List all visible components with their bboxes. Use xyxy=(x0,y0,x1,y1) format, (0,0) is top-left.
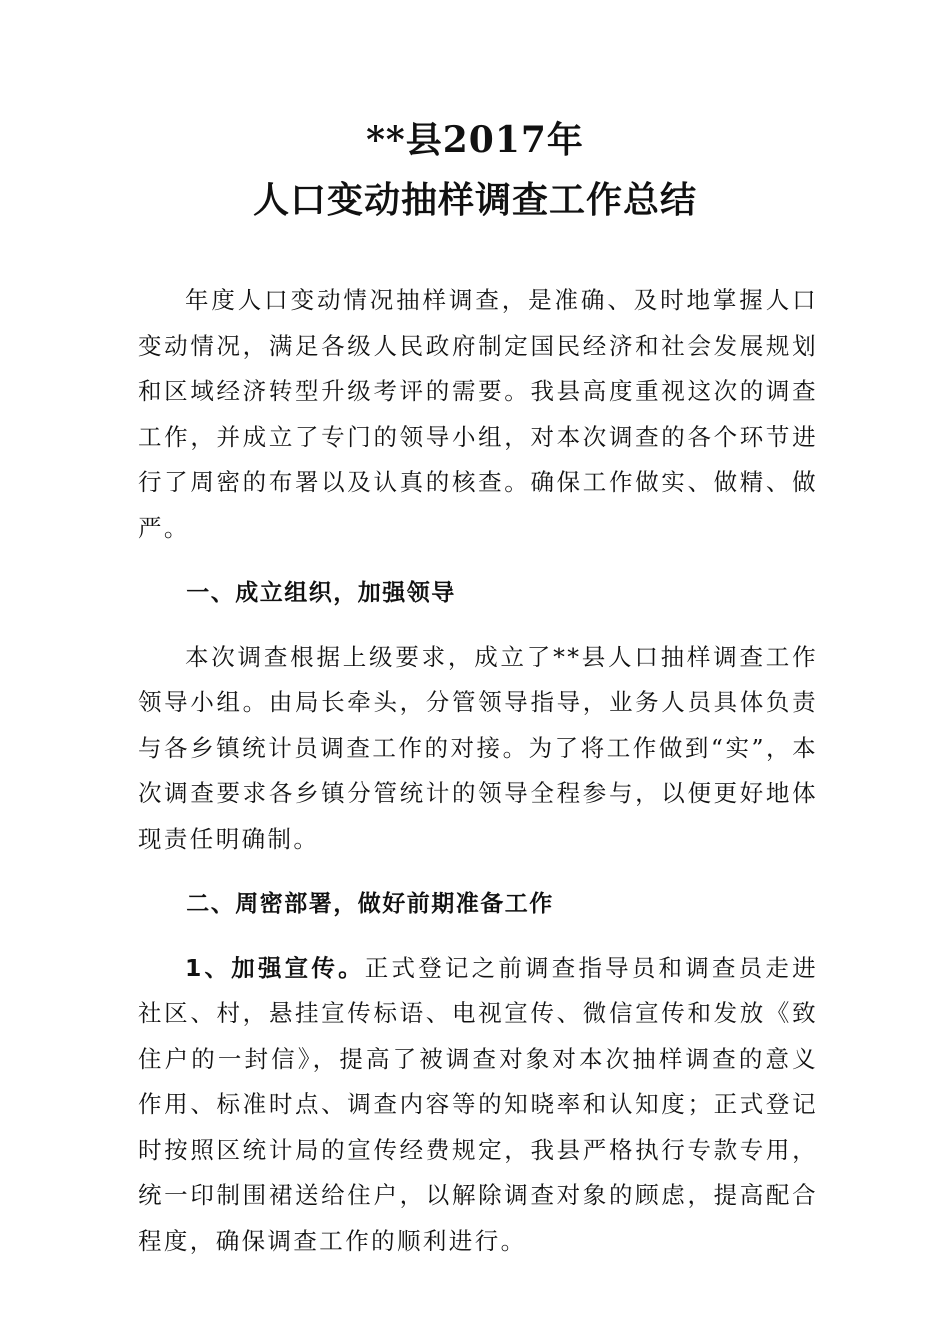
document-body xyxy=(138,278,818,1264)
section-1-heading: 一、成立组织，加强领导 xyxy=(186,580,456,606)
section-1-paragraph: 本次调查根据上级要求，成立了**县人口抽样调查工作领导小组。由局长牵头，分管领导指导，业务人员具体负责与各乡镇统计员调查工作的对接。为了将工作做到“实”，本次调查要求各乡镇分管统计的领导全程参与，以便更好地体现责任明确制。 xyxy=(138,642,818,853)
title-line-2: 人口变动抽样调查工作总结 xyxy=(252,179,697,221)
section-2-item-1 xyxy=(138,946,818,1265)
item-1-lead: 1、加强宣传。 xyxy=(185,953,365,982)
section-2-heading: 二、周密部署，做好前期准备工作 xyxy=(186,891,554,917)
intro-paragraph: 年度人口变动情况抽样调查，是准确、及时地掌握人口变动情况，满足各级人民政府制定国民经济和社会发展规划和区域经济转型升级考评的需要。我县高度重视这次的调查工作，并成立了专门的领导小组，对本次调查的各个环节进行了周密的布署以及认真的核查。确保工作做实、做精、做严。 xyxy=(138,286,818,542)
title-line-1: **县2017年 xyxy=(366,119,584,161)
item-1-body: 正式登记之前调查指导员和调查员走进社区、村，悬挂宣传标语、电视宣传、微信宣传和发放《致住户的一封信》，提高了被调查对象对本次抽样调查的意义作用、标准时点、调查内容等的知晓率和认知度；正式登记时按照区统计局的宣传经费规定，我县严格执行专款专用，统一印制围裙送给住户，以解除调查对象的顾虑，提高配合程度，确保调查工作的顺利进行。 xyxy=(138,953,818,1255)
